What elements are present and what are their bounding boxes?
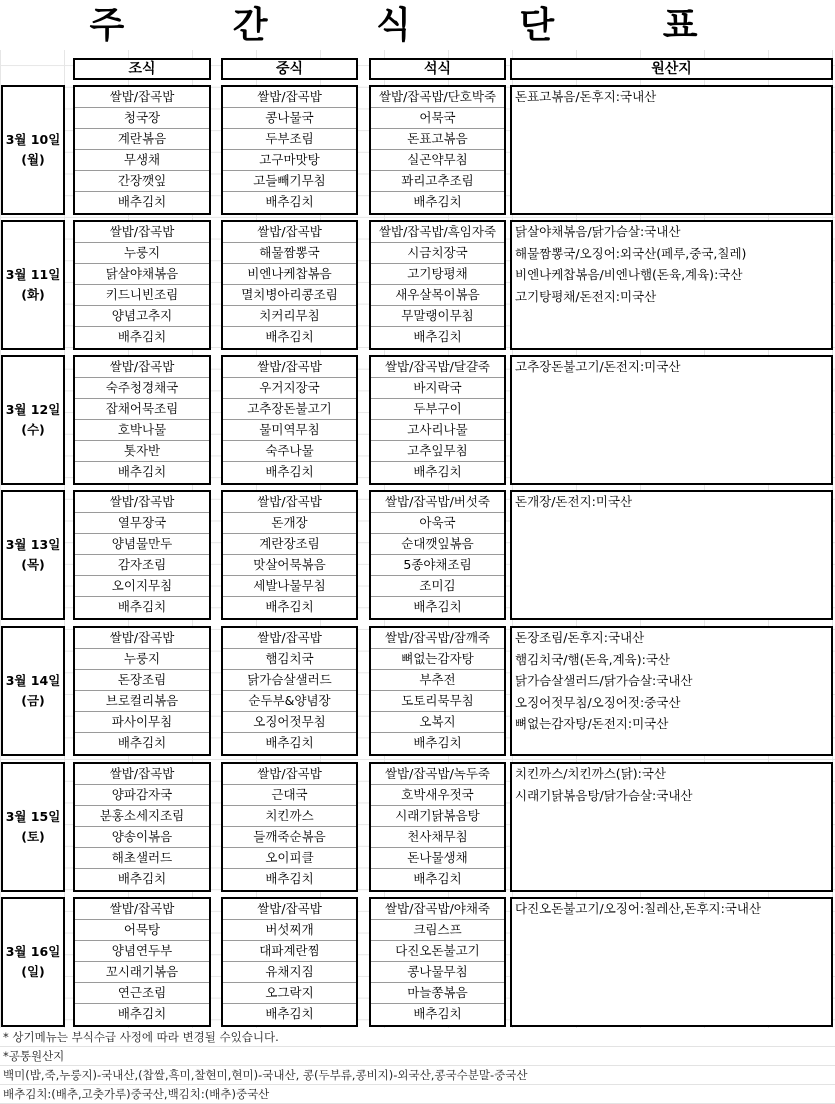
menu-item: 양송이볶음 — [75, 827, 209, 848]
menu-item: 쌀밥/잡곡밥 — [223, 899, 356, 920]
menu-item: 배추김치 — [117, 1006, 167, 1021]
date-cell — [1, 490, 65, 620]
menu-item: 쌀밥/잡곡밥 — [223, 222, 356, 243]
menu-item: 물미역무침 — [223, 420, 356, 441]
origin-line: 고추장돈불고기/돈전지:미국산 — [515, 359, 681, 374]
origin-cell — [510, 220, 833, 350]
breakfast-column — [73, 626, 211, 756]
menu-item: 배추김치 — [413, 735, 462, 750]
weekday-label: (수) — [21, 422, 45, 437]
date-cell — [1, 897, 65, 1027]
day-block — [0, 85, 835, 215]
menu-item: 계란장조림 — [223, 534, 356, 555]
menu-item: 크림스프 — [371, 920, 504, 941]
menu-item: 꼬시래기볶음 — [75, 962, 209, 983]
menu-item: 배추김치 — [265, 871, 314, 886]
menu-item: 해초샐러드 — [75, 848, 209, 869]
menu-item: 배추김치 — [265, 329, 314, 344]
breakfast-column — [73, 897, 211, 1027]
menu-item: 쌀밥/잡곡밥 — [75, 492, 209, 513]
menu-item: 쌀밥/잡곡밥 — [223, 357, 356, 378]
menu-item: 배추김치 — [265, 735, 314, 750]
menu-item: 오징어젓무침 — [223, 712, 356, 733]
header-breakfast: 조식 — [73, 58, 211, 80]
origin-line: 돈표고볶음/돈후지:국내산 — [515, 89, 657, 104]
menu-item: 꽈리고추조림 — [371, 171, 504, 192]
menu-item: 대파계란찜 — [223, 941, 356, 962]
menu-item: 배추김치 — [413, 194, 462, 209]
menu-item: 돈개장 — [223, 513, 356, 534]
menu-item: 쌀밥/잡곡밥/단호박죽 — [371, 87, 504, 108]
menu-item: 돈표고볶음 — [371, 129, 504, 150]
page-title: 주 간 식 단 표 — [0, 0, 835, 50]
menu-item: 고사리나물 — [371, 420, 504, 441]
menu-item: 배추김치 — [413, 1006, 462, 1021]
menu-item: 두부구이 — [371, 399, 504, 420]
menu-item: 어묵국 — [371, 108, 504, 129]
menu-item: 무생채 — [75, 150, 209, 171]
weekday-label: (목) — [21, 557, 45, 572]
menu-item: 들깨죽순볶음 — [223, 827, 356, 848]
menu-item: 쌀밥/잡곡밥 — [223, 492, 356, 513]
menu-item: 쌀밥/잡곡밥 — [75, 357, 209, 378]
menu-item: 맛살어묵볶음 — [223, 555, 356, 576]
menu-item: 근대국 — [223, 785, 356, 806]
menu-item: 연근조림 — [75, 983, 209, 1004]
menu-item: 고들빼기무침 — [223, 171, 356, 192]
menu-item: 다진오돈불고기 — [371, 941, 504, 962]
menu-item: 콩나물무침 — [371, 962, 504, 983]
date-label: 3월 14일 — [5, 673, 61, 688]
menu-item: 배추김치 — [413, 599, 462, 614]
menu-item: 오이지무침 — [75, 576, 209, 597]
menu-item: 돈장조림 — [75, 670, 209, 691]
menu-item: 치킨까스 — [223, 806, 356, 827]
date-cell — [1, 220, 65, 350]
menu-item: 치커리무침 — [223, 306, 356, 327]
menu-item: 열무장국 — [75, 513, 209, 534]
menu-item: 쌀밥/잡곡밥/잠깨죽 — [371, 628, 504, 649]
origin-line: 치킨까스/치킨까스(닭):국산 — [515, 766, 667, 781]
date-label: 3월 16일 — [5, 944, 61, 959]
menu-item: 배추김치 — [117, 464, 167, 479]
menu-item: 쌀밥/잡곡밥 — [223, 87, 356, 108]
dinner-column — [369, 85, 506, 215]
lunch-column — [221, 762, 358, 892]
menu-item: 양념연두부 — [75, 941, 209, 962]
menu-item: 어묵탕 — [75, 920, 209, 941]
day-block — [0, 355, 835, 485]
menu-item: 파사이무침 — [75, 712, 209, 733]
weekday-label: (토) — [21, 829, 45, 844]
menu-item: 해물짬뽕국 — [223, 243, 356, 264]
menu-item: 배추김치 — [413, 329, 462, 344]
menu-item: 닭살야채볶음 — [75, 264, 209, 285]
weekday-label: (일) — [21, 964, 45, 979]
origin-line: 오징어젓무침/오징어젓:중국산 — [515, 694, 681, 710]
menu-item: 시금치장국 — [371, 243, 504, 264]
menu-item: 두부조림 — [223, 129, 356, 150]
menu-item: 양념고추지 — [75, 306, 209, 327]
note-line: *공통원산지 — [0, 1047, 835, 1066]
dinner-column — [369, 626, 506, 756]
lunch-column — [221, 85, 358, 215]
date-label: 3월 12일 — [5, 402, 61, 417]
menu-item: 쌀밥/잡곡밥 — [75, 87, 209, 108]
menu-item: 시래기닭볶음탕 — [371, 806, 504, 827]
menu-item: 돈나물생채 — [371, 848, 504, 869]
dinner-column — [369, 490, 506, 620]
date-cell — [1, 626, 65, 756]
lunch-column — [221, 490, 358, 620]
menu-item: 고추장돈불고기 — [223, 399, 356, 420]
dinner-column — [369, 897, 506, 1027]
menu-item: 호박나물 — [75, 420, 209, 441]
menu-item: 고기탕평채 — [371, 264, 504, 285]
menu-item: 멸치병아리콩조림 — [223, 285, 356, 306]
menu-item: 배추김치 — [413, 464, 462, 479]
origin-cell — [510, 85, 833, 215]
origin-line: 닭살야채볶음/닭가슴살:국내산 — [515, 224, 681, 239]
menu-item: 조미김 — [371, 576, 504, 597]
menu-item: 바지락국 — [371, 378, 504, 399]
note-line: * 상기메뉴는 부식수급 사정에 따라 변경될 수있습니다. — [0, 1028, 835, 1047]
lunch-column — [221, 897, 358, 1027]
menu-item: 햄김치국 — [223, 649, 356, 670]
menu-item: 쌀밥/잡곡밥/야채죽 — [371, 899, 504, 920]
menu-item: 키드니빈조림 — [75, 285, 209, 306]
header-origin: 원산지 — [510, 58, 833, 80]
menu-item: 쌀밥/잡곡밥/흑임자죽 — [371, 222, 504, 243]
menu-item: 오복지 — [371, 712, 504, 733]
origin-cell — [510, 762, 833, 892]
menu-item: 숙주청경채국 — [75, 378, 209, 399]
weekday-label: (화) — [21, 287, 45, 302]
origin-line: 뼈없는감자탕/돈전지:미국산 — [515, 716, 669, 731]
date-label: 3월 11일 — [5, 267, 61, 282]
day-block — [0, 490, 835, 620]
menu-item: 감자조림 — [75, 555, 209, 576]
origin-line: 돈개장/돈전지:미국산 — [515, 494, 633, 509]
date-cell — [1, 762, 65, 892]
menu-item: 양파감자국 — [75, 785, 209, 806]
menu-item: 도토리묵무침 — [371, 691, 504, 712]
origin-cell — [510, 897, 833, 1027]
menu-item: 고구마맛탕 — [223, 150, 356, 171]
dinner-column — [369, 220, 506, 350]
day-block — [0, 897, 835, 1027]
menu-item: 순두부&양념장 — [223, 691, 356, 712]
menu-item: 배추김치 — [117, 599, 167, 614]
breakfast-column — [73, 762, 211, 892]
menu-item: 세발나물무침 — [223, 576, 356, 597]
menu-item: 아욱국 — [371, 513, 504, 534]
menu-item: 쌀밥/잡곡밥 — [75, 899, 209, 920]
origin-line: 시래기닭볶음탕/닭가슴살:국내산 — [515, 787, 693, 803]
menu-item: 닭가슴살샐러드 — [223, 670, 356, 691]
menu-item: 쌀밥/잡곡밥/달걀죽 — [371, 357, 504, 378]
menu-item: 쌀밥/잡곡밥 — [75, 222, 209, 243]
menu-item: 분홍소세지조림 — [75, 806, 209, 827]
note-line: 백미(밥,죽,누룽지)-국내산,(찹쌀,흑미,찰현미,현미)-국내산, 콩(두부류,콩비지)-외국산,콩국수분말-중국산 — [0, 1066, 835, 1085]
menu-item: 쌀밥/잡곡밥 — [223, 628, 356, 649]
header-dinner: 석식 — [369, 58, 506, 80]
day-block — [0, 220, 835, 350]
menu-item: 오이피클 — [223, 848, 356, 869]
note-line: 배추김치:(배추,고춧가루)중국산,백김치:(배추)중국산 — [0, 1085, 835, 1104]
origin-line: 비엔나케찹볶음/비엔나햄(돈육,계육):국산 — [515, 267, 743, 282]
menu-item: 쌀밥/잡곡밥 — [223, 764, 356, 785]
menu-item: 천사채무침 — [371, 827, 504, 848]
menu-item: 배추김치 — [265, 194, 314, 209]
menu-item: 배추김치 — [265, 599, 314, 614]
dinner-column — [369, 762, 506, 892]
lunch-column — [221, 220, 358, 350]
menu-item: 마늘쫑볶음 — [371, 983, 504, 1004]
origin-cell — [510, 490, 833, 620]
menu-item: 호박새우젓국 — [371, 785, 504, 806]
day-block — [0, 762, 835, 892]
menu-item: 비엔나케찹볶음 — [223, 264, 356, 285]
notes — [0, 1028, 835, 1104]
menu-item: 무말랭이무침 — [371, 306, 504, 327]
menu-item: 버섯찌개 — [223, 920, 356, 941]
menu-item: 배추김치 — [265, 464, 314, 479]
menu-item: 배추김치 — [265, 1006, 314, 1021]
menu-item: 간장깻잎 — [75, 171, 209, 192]
breakfast-column — [73, 85, 211, 215]
date-cell — [1, 85, 65, 215]
date-label: 3월 10일 — [5, 132, 61, 147]
menu-item: 쌀밥/잡곡밥 — [75, 764, 209, 785]
dinner-column — [369, 355, 506, 485]
menu-item: 쌀밥/잡곡밥/버섯죽 — [371, 492, 504, 513]
menu-item: 계란볶음 — [75, 129, 209, 150]
menu-item: 양념물만두 — [75, 534, 209, 555]
menu-item: 쌀밥/잡곡밥 — [75, 628, 209, 649]
menu-item: 유채지짐 — [223, 962, 356, 983]
date-label: 3월 13일 — [5, 537, 61, 552]
breakfast-column — [73, 355, 211, 485]
date-cell — [1, 355, 65, 485]
menu-item: 누룽지 — [75, 243, 209, 264]
menu-item: 청국장 — [75, 108, 209, 129]
origin-line: 돈장조림/돈후지:국내산 — [515, 630, 645, 645]
origin-line: 고기탕평채/돈전지:미국산 — [515, 288, 657, 304]
origin-cell — [510, 355, 833, 485]
menu-item: 5종야채조림 — [371, 555, 504, 576]
menu-item: 숙주나물 — [223, 441, 356, 462]
menu-item: 오그락지 — [223, 983, 356, 1004]
menu-item: 배추김치 — [117, 735, 167, 750]
menu-item: 배추김치 — [117, 194, 167, 209]
weekday-label: (월) — [21, 152, 45, 167]
menu-item: 우거지장국 — [223, 378, 356, 399]
menu-item: 뼈없는감자탕 — [371, 649, 504, 670]
origin-line: 해물짬뽕국/오징어:외국산(페루,중국,칠레) — [515, 245, 747, 261]
menu-item: 배추김치 — [413, 871, 462, 886]
breakfast-column — [73, 490, 211, 620]
menu-item: 배추김치 — [117, 871, 167, 886]
lunch-column — [221, 355, 358, 485]
menu-item: 톳자반 — [75, 441, 209, 462]
menu-item: 배추김치 — [117, 329, 167, 344]
day-block — [0, 626, 835, 756]
weekday-label: (금) — [21, 693, 45, 708]
menu-item: 고추잎무침 — [371, 441, 504, 462]
menu-item: 콩나물국 — [223, 108, 356, 129]
header-lunch: 중식 — [221, 58, 358, 80]
menu-item: 잡채어묵조림 — [75, 399, 209, 420]
date-label: 3월 15일 — [5, 809, 61, 824]
menu-item: 누룽지 — [75, 649, 209, 670]
menu-item: 순대깻잎볶음 — [371, 534, 504, 555]
menu-item: 쌀밥/잡곡밥/녹두죽 — [371, 764, 504, 785]
origin-cell — [510, 626, 833, 756]
lunch-column — [221, 626, 358, 756]
menu-item: 새우살목이볶음 — [371, 285, 504, 306]
menu-item: 브로컬리볶음 — [75, 691, 209, 712]
origin-line: 햄김치국/햄(돈육,계육):국산 — [515, 651, 670, 667]
origin-line: 닭가슴살샐러드/닭가슴살:국내산 — [515, 673, 693, 688]
menu-item: 부추전 — [371, 670, 504, 691]
origin-line: 다진오돈불고기/오징어:칠레산,돈후지:국내산 — [515, 901, 762, 916]
breakfast-column — [73, 220, 211, 350]
menu-item: 실곤약무침 — [371, 150, 504, 171]
